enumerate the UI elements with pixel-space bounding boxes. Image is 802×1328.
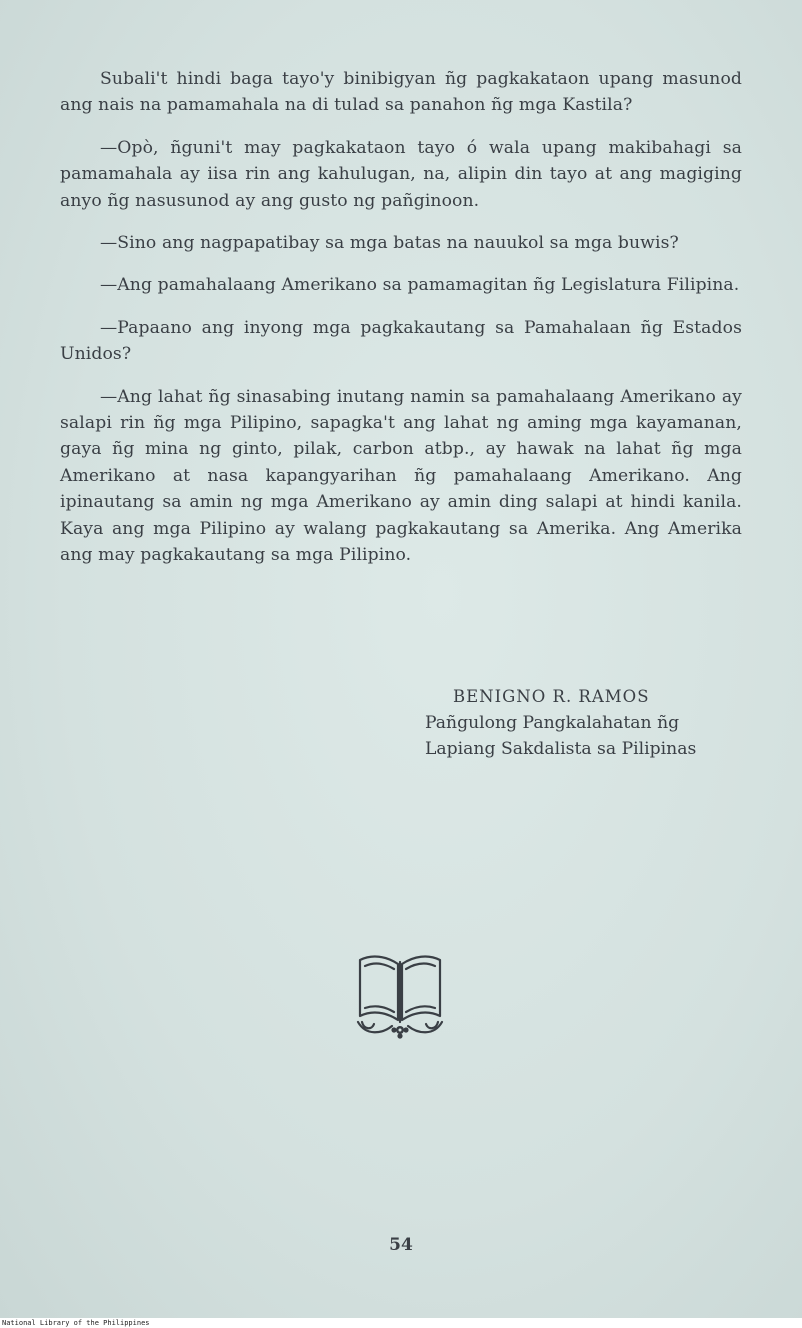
open-book-emblem-icon: [352, 950, 448, 1042]
paragraph-3: —Sino ang nagpapatibay sa mga batas na nauukol sa mga buwis?: [100, 233, 679, 254]
page-number: 54: [389, 1235, 413, 1255]
paragraph-6: —Ang lahat ñg sinasabing inutang namin sa pamahalaang Amerikano ay salapi rin ñg mga Pilipino, sapagka't ang lahat ng aming mga kayamanan, gaya ñg mina ng ginto, pilak, carbon atbp., ay hawak na lahat ñg mga Amerikano at nasa kapangyarihan ñg pamahalaang Amerikano. Ang ipinautang sa amin ng mga Amerikano ay amin ding salapi at hindi kanila. Kaya ang mga Pilipino ay walang pagkakautang sa Amerika. Ang Amerika ang may pagkakautang sa mga Pilipino.: [60, 386, 742, 566]
signatory-title-line-2: Lapiang Sakdalista sa Pilipinas: [425, 739, 697, 759]
paragraph-4: —Ang pamahalaang Amerikano sa pamamagitan ñg Legislatura Filipina.: [100, 275, 740, 296]
signature-block: [415, 684, 755, 762]
signatory-title-line-1: Pañgulong Pangkalahatan ñg: [425, 713, 680, 733]
paragraph-2: —Opò, ñguni't may pagkakataon tayo ó wala upang makibahagi sa pamamahala ay iisa rin ang kahulugan, na, alipin din tayo at ang magiging anyo ñg nasusunod ay ang gusto ng pañginoon.: [60, 137, 742, 211]
body-text: [60, 66, 742, 585]
paragraph-5: —Papaano ang inyong mga pagkakautang sa Pamahalaan ñg Estados Unidos?: [60, 317, 742, 365]
source-credit: National Library of the Philippines: [0, 1318, 802, 1328]
paragraph-1: Subali't hindi baga tayo'y binibigyan ñg pagkakataon upang masunod ang nais na pamamahala na di tulad sa panahon ñg mga Kastila?: [60, 69, 742, 116]
signatory-name: BENIGNO R. RAMOS: [453, 687, 650, 706]
